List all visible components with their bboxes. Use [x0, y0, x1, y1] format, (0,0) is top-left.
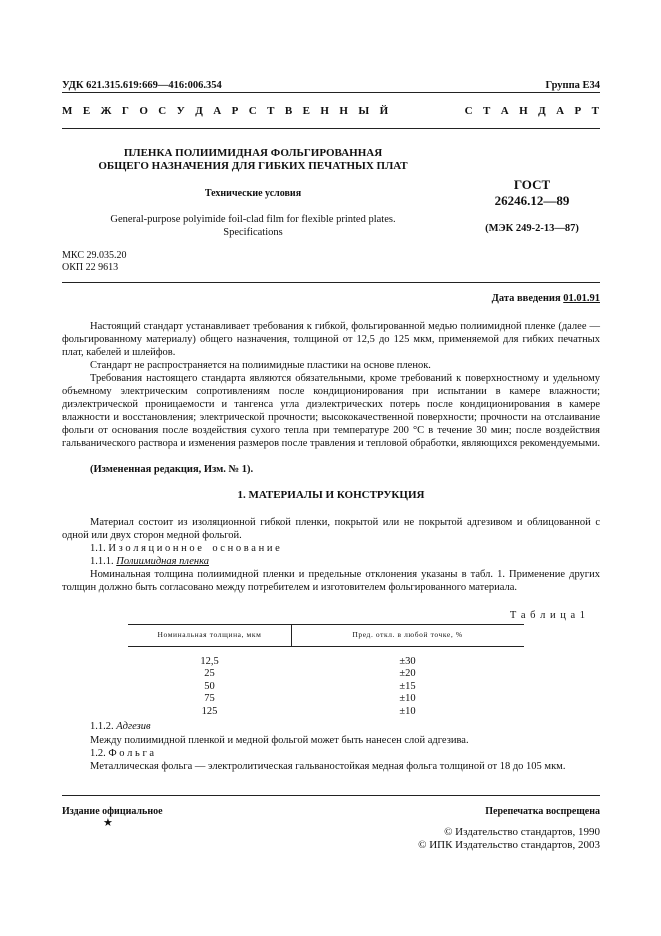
intro-date [492, 293, 600, 304]
tolerance-value: ±10 [399, 705, 416, 717]
table-row [291, 656, 524, 668]
subsection-1-1-1-heading [62, 555, 600, 568]
iec-reference: (МЭК 249-2-13—87) [485, 223, 579, 234]
subtitle: Технические условия [204, 188, 302, 199]
subsection-1-1-2-text: Между полиимидной пленкой и медной фольгой может быть нанесен слой адгезива. [90, 735, 469, 746]
table-row [128, 706, 291, 718]
thickness-value: 12,5 [200, 656, 219, 667]
gost-number: 26246.12—89 [494, 193, 570, 208]
subsection-1-1-1-number: 1.1.1. [90, 556, 117, 567]
intro-date-label: Дата введения [491, 293, 564, 304]
gost-label: ГОСТ [513, 177, 551, 192]
gost-block [462, 177, 602, 209]
mks-code: МКС 29.035.20 [62, 250, 127, 261]
tolerance-value: ±15 [399, 680, 416, 692]
table-col-thickness-header: Номинальная толщина, мкм [157, 630, 262, 639]
intro-paragraph-3: Требования настоящего стандарта являются обязательными, кроме требований к поверхностному и удельному объемному электрическим сопротивлениям после кондиционирования при испытании в камере влажности; диэлектрической проницаемости и тангенса угла диэлектрических потерь после кондиционирования в камере влажности и восстановления; электрической прочности; высококачественной поверхности; прочности на отслаивание фольги от основания после воздействия сухого тепла при температуре 200 °С в течение 30 мин; после воздействия гальванического раствора и изменения размеров после травления и тепловой обработки, являющихся рекомендуемыми. [62, 373, 601, 449]
subsection-1-1-1-text: Номинальная толщина полиимидной пленки и предельные отклонения указаны в табл. 1. Применение других толщин должно быть согласовано между потребителем и изготовителем фольгированного материала. [62, 569, 600, 593]
header-rule-top [62, 92, 600, 93]
star-mark: ★ [103, 817, 113, 829]
table-row [128, 668, 291, 680]
classification-codes [62, 250, 126, 274]
table-row [128, 693, 291, 705]
tolerance-value: ±30 [399, 656, 416, 667]
thickness-value: 50 [204, 680, 215, 692]
copyright-1990: © Издательство стандартов, 1990 [444, 826, 600, 838]
english-title-line-2: Specifications [223, 227, 283, 238]
table-row [291, 668, 524, 680]
table-1 [128, 624, 524, 719]
title-block [62, 147, 444, 173]
section-1-heading: 1. МАТЕРИАЛЫ И КОНСТРУКЦИЯ [237, 489, 425, 501]
subsection-1-2-text: Металлическая фольга — электролитическая гальваностойкая медная фольга толщиной от 18 до 105 мкм. [90, 761, 566, 772]
reprint-prohibited: Перепечатка воспрещена [485, 806, 600, 817]
tolerance-value: ±10 [399, 693, 416, 705]
standard-type: М Е Ж Г О С У Д А Р С Т В Е Н Н Ы Й С Т А Н Д А Р Т [62, 105, 600, 117]
amendment-note: (Измененная редакция, Изм. № 1). [90, 464, 254, 475]
subsection-1-1-2-title: Адгезив [116, 721, 151, 732]
okp-code: ОКП 22 9613 [62, 262, 119, 273]
subsection-1-1-heading: 1.1. И з о л я ц и о н н о е о с н о в а н и е [90, 543, 280, 554]
table-col-thickness [128, 656, 291, 718]
header-rule-bottom [62, 128, 600, 129]
table-row [128, 681, 291, 693]
footer-rule [62, 795, 600, 796]
intro-date-value: 01.01.91 [563, 293, 600, 304]
table-1-caption: Т а б л и ц а 1 [509, 610, 586, 621]
intro-paragraph-1: Настоящий стандарт устанавливает требования к гибкой, фольгированной медью полиимидной пленке (далее — фольгированному материалу) общего назначения, толщиной от 12,5 до 125 мкм, применяемой для гибких печатных плат, кабелей и шлейфов. [62, 321, 600, 358]
title-line-2: ОБЩЕГО НАЗНАЧЕНИЯ ДЛЯ ГИБКИХ ПЕЧАТНЫХ ПЛАТ [98, 160, 408, 172]
english-title [62, 213, 444, 239]
official-edition: Издание официальное [62, 806, 163, 817]
rule-after-codes [62, 282, 600, 283]
thickness-value: 125 [201, 705, 218, 717]
section-1-paragraph: Материал состоит из изоляционной гибкой пленки, покрытой или не покрытой адгезивом и облицованной с одной или двух сторон медной фольгой. [62, 517, 600, 541]
subsection-1-1-2-number: 1.1.2. [90, 721, 117, 732]
subsection-1-1-2-heading [62, 720, 600, 733]
english-title-line-1: General-purpose polyimide foil-clad film for flexible printed plates. [110, 214, 396, 225]
table-top-rule [128, 624, 524, 625]
thickness-value: 25 [204, 668, 215, 680]
udk-code: УДК 621.315.619:669—416:006.354 [62, 80, 222, 91]
table-row [291, 681, 524, 693]
group-code: Группа Е34 [545, 80, 600, 91]
copyright-block [418, 826, 600, 852]
thickness-value: 75 [204, 693, 215, 705]
table-header-rule [128, 646, 524, 647]
subsection-1-1-1-title: Полиимидная пленка [116, 556, 209, 567]
title-line-1: ПЛЕНКА ПОЛИИМИДНАЯ ФОЛЬГИРОВАННАЯ [123, 147, 383, 159]
table-col-tolerance [291, 656, 524, 718]
table-row [291, 706, 524, 718]
copyright-2003: © ИПК Издательство стандартов, 2003 [418, 839, 600, 851]
table-col-tolerance-header: Пред. откл. в любой точке, % [352, 630, 463, 639]
subsection-1-2-heading: 1.2. Ф о л ь г а [90, 748, 155, 759]
intro-paragraph-2: Стандарт не распространяется на полиимидные пластики на основе пленок. [90, 360, 431, 371]
table-row [128, 656, 291, 668]
table-row [291, 693, 524, 705]
tolerance-value: ±20 [399, 668, 416, 680]
